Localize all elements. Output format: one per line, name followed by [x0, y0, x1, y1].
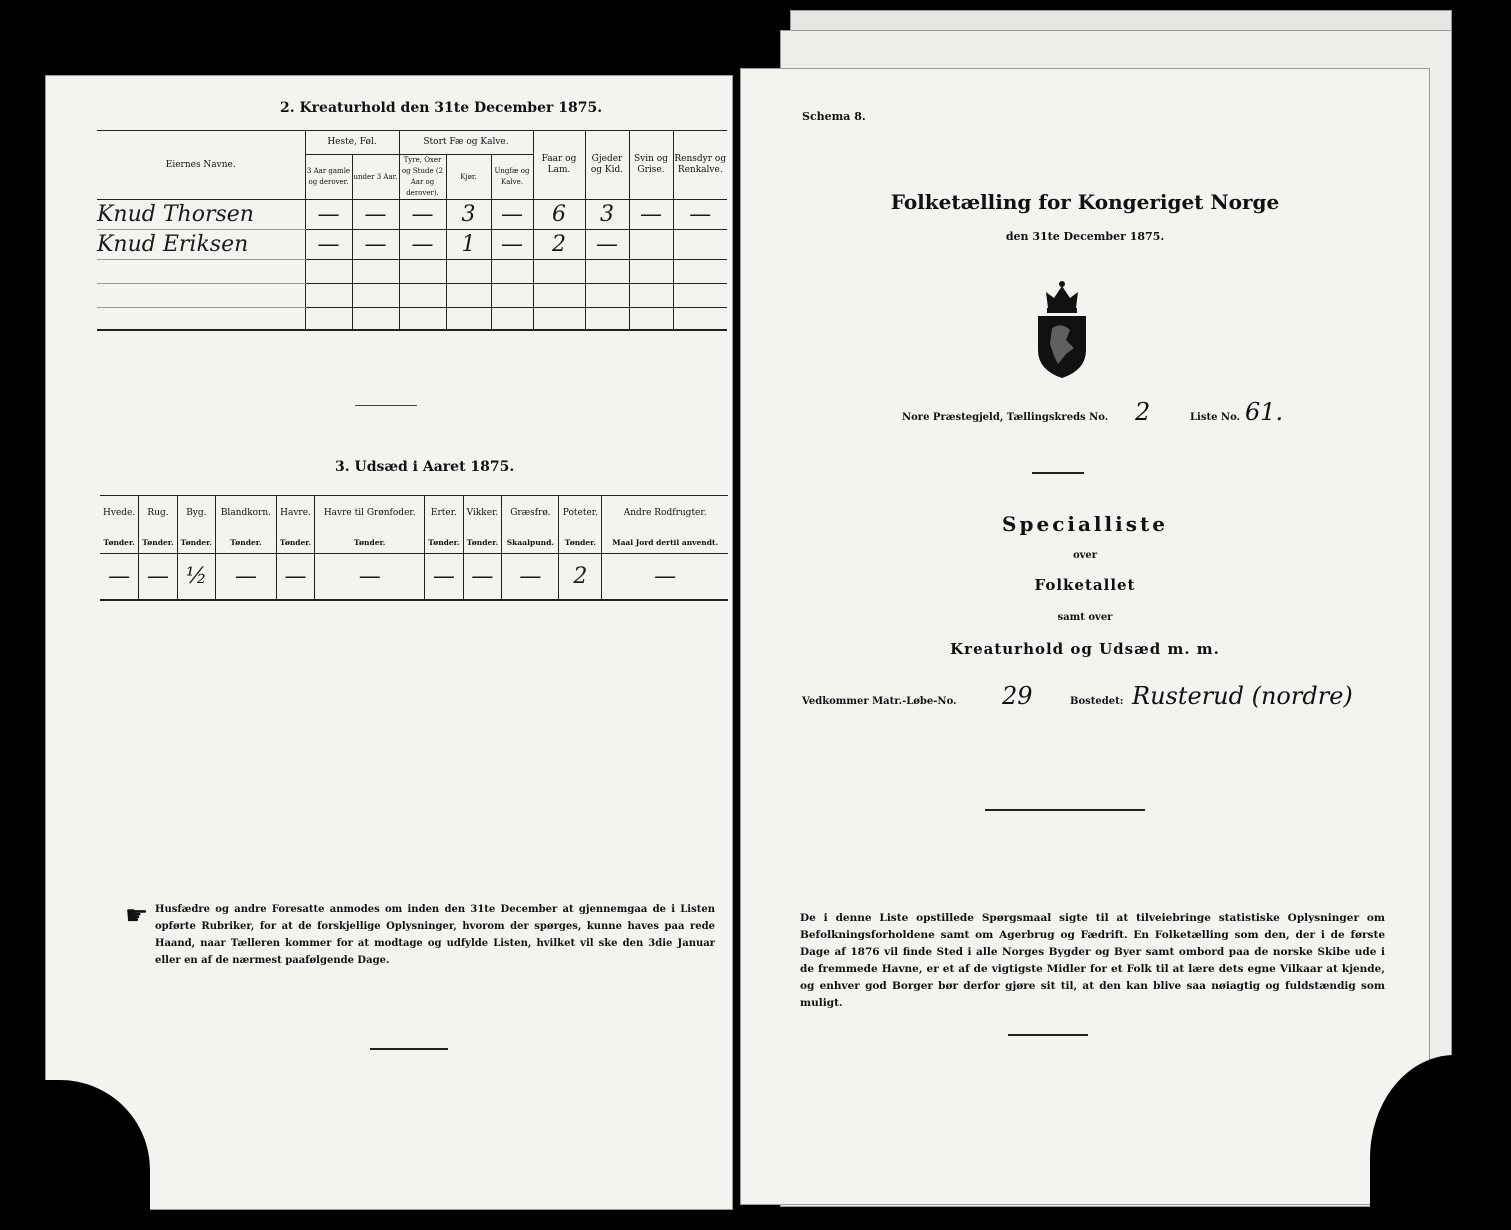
- header-heste: Heste, Føl.: [305, 131, 399, 155]
- sow-value: —: [425, 554, 463, 600]
- sow-header: Græsfrø.: [502, 496, 559, 532]
- right-page: [740, 68, 1430, 1205]
- header-kjor: Kjør.: [446, 155, 491, 200]
- prestegjeld-label: Nore Præstegjeld, Tællingskreds No.: [902, 412, 1109, 423]
- sow-header: Poteter.: [559, 496, 602, 532]
- section2-title: 2. Kreaturhold den 31te December 1875.: [280, 100, 603, 116]
- sow-value: —: [216, 554, 277, 600]
- table-row: [97, 230, 727, 260]
- header-ungfae: Ungfæ og Kalve.: [491, 155, 533, 200]
- header-svin: Svin og Grise.: [629, 131, 673, 200]
- sow-header: Erter.: [425, 496, 463, 532]
- main-title: Folketælling for Kongeriget Norge: [890, 190, 1280, 214]
- divider: [985, 809, 1145, 811]
- sow-value: —: [276, 554, 314, 600]
- sow-unit: Tønder.: [315, 532, 425, 554]
- kreaturhold-heading: Kreaturhold og Udsæd m. m.: [950, 640, 1220, 658]
- sow-header: Hvede.: [100, 496, 139, 532]
- sow-unit: Tønder.: [463, 532, 502, 554]
- cell: 3: [446, 200, 491, 230]
- sow-header: Andre Rodfrugter.: [602, 496, 728, 532]
- sow-header: Blandkorn.: [216, 496, 277, 532]
- divider: [1032, 472, 1084, 474]
- section3-title: 3. Udsæd i Aaret 1875.: [335, 459, 515, 475]
- sow-value: —: [100, 554, 139, 600]
- sow-header: Havre til Grønfoder.: [315, 496, 425, 532]
- liste-value: 61.: [1245, 398, 1284, 426]
- header-stort-fae: Stort Fæ og Kalve.: [399, 131, 533, 155]
- sow-header: Byg.: [177, 496, 215, 532]
- footer-text: De i denne Liste opstillede Spørgsmaal sigte til at tilveiebringe statistiske Oplysninger om Befolkningsforholdene samt om Agerbrug og Fædrift. En Folketælling som den, der i de første Dage af 1876 vil finde Sted i alle Norges Bygder og Byer samt ombord paa de norske Skibe ude i de fremmede Havne, er et af de vigtigste Midler for et Folk til at lære dets egne Vilkaar at kjende, og enhver god Borger bør derfor gjøre sit til, at den kan blive saa nøiagtig og fuldstændig som muligt.: [800, 912, 1385, 1009]
- cell: —: [399, 200, 446, 230]
- table-row: [97, 200, 727, 230]
- cell: —: [399, 230, 446, 260]
- left-page: [45, 75, 733, 1210]
- bostedet-label: Bostedet:: [1070, 696, 1124, 707]
- sow-value: —: [463, 554, 502, 600]
- liste-label: Liste No.: [1190, 412, 1241, 423]
- over-text: over: [1072, 550, 1098, 561]
- cell: —: [673, 200, 727, 230]
- sow-unit: Tønder.: [100, 532, 139, 554]
- header-heste-young: under 3 Aar.: [352, 155, 399, 200]
- sow-value: —: [502, 554, 559, 600]
- bostedet-value: Rusterud (nordre): [1132, 682, 1353, 710]
- cell: —: [629, 200, 673, 230]
- header-owner: Eiernes Navne.: [97, 131, 305, 200]
- cell: —: [352, 200, 399, 230]
- livestock-table: [97, 130, 727, 331]
- sow-value: —: [315, 554, 425, 600]
- folketallet-heading: Folketallet: [1034, 576, 1136, 594]
- cell: —: [352, 230, 399, 260]
- owner-name: Knud Eriksen: [97, 230, 305, 260]
- cell: —: [491, 230, 533, 260]
- header-faar: Faar og Lam.: [533, 131, 585, 200]
- sow-unit: Tønder.: [559, 532, 602, 554]
- table-row: [97, 308, 727, 330]
- sow-unit: Tønder.: [216, 532, 277, 554]
- owner-name: Knud Thorsen: [97, 200, 305, 230]
- specialliste-heading: Specialliste: [1002, 512, 1168, 536]
- cell: [673, 230, 727, 260]
- divider: [1008, 1034, 1088, 1036]
- matr-value: 29: [1002, 682, 1033, 710]
- cell: 6: [533, 200, 585, 230]
- sowing-table: [100, 495, 728, 601]
- census-date: den 31te December 1875.: [1005, 230, 1165, 243]
- sow-header: Vikker.: [463, 496, 502, 532]
- cell: —: [585, 230, 629, 260]
- schema-label: Schema 8.: [802, 110, 866, 123]
- sow-header: Havre.: [276, 496, 314, 532]
- coat-of-arms-icon: [1032, 278, 1092, 380]
- table-row: [97, 260, 727, 284]
- sow-unit: Skaalpund.: [502, 532, 559, 554]
- sow-value: —: [139, 554, 177, 600]
- header-tyre: Tyre, Oxer og Stude (2 Aar og derover).: [399, 155, 446, 200]
- matr-label: Vedkommer Matr.-Løbe-No.: [802, 696, 957, 707]
- samt-over-text: samt over: [1057, 612, 1113, 623]
- table-row: [97, 284, 727, 308]
- cell: 2: [533, 230, 585, 260]
- divider: [370, 1048, 448, 1050]
- sow-header: Rug.: [139, 496, 177, 532]
- header-gjeder: Gjeder og Kid.: [585, 131, 629, 200]
- sow-unit: Maal Jord dertil anvendt.: [602, 532, 728, 554]
- pointing-hand-icon: ☛: [125, 901, 149, 931]
- cell: —: [305, 230, 352, 260]
- sow-unit: Tønder.: [177, 532, 215, 554]
- sow-unit: Tønder.: [139, 532, 177, 554]
- cell: [629, 230, 673, 260]
- cell: 3: [585, 200, 629, 230]
- header-rensdyr: Rensdyr og Renkalve.: [673, 131, 727, 200]
- sow-unit: Tønder.: [276, 532, 314, 554]
- cell: —: [491, 200, 533, 230]
- sow-value: —: [602, 554, 728, 600]
- divider: [355, 405, 417, 406]
- tellingskreds-value: 2: [1135, 398, 1151, 426]
- sow-value: 2: [559, 554, 602, 600]
- notice-text: Husfædre og andre Foresatte anmodes om inden den 31te December at gjennemgaa de i Listen opførte Rubriker, for at de forskjellige Oplysninger, hvorom der spørges, kunne haves paa rede Haand, naar Tælleren kommer for at modtage og udfylde Listen, hvilket vil ske den 3die Januar eller en af de nærmest paafølgende Dage.: [155, 904, 715, 966]
- header-heste-old: 3 Aar gamle og derover.: [305, 155, 352, 200]
- sow-value: ½: [177, 554, 215, 600]
- sow-unit: Tønder.: [425, 532, 463, 554]
- cell: 1: [446, 230, 491, 260]
- cell: —: [305, 200, 352, 230]
